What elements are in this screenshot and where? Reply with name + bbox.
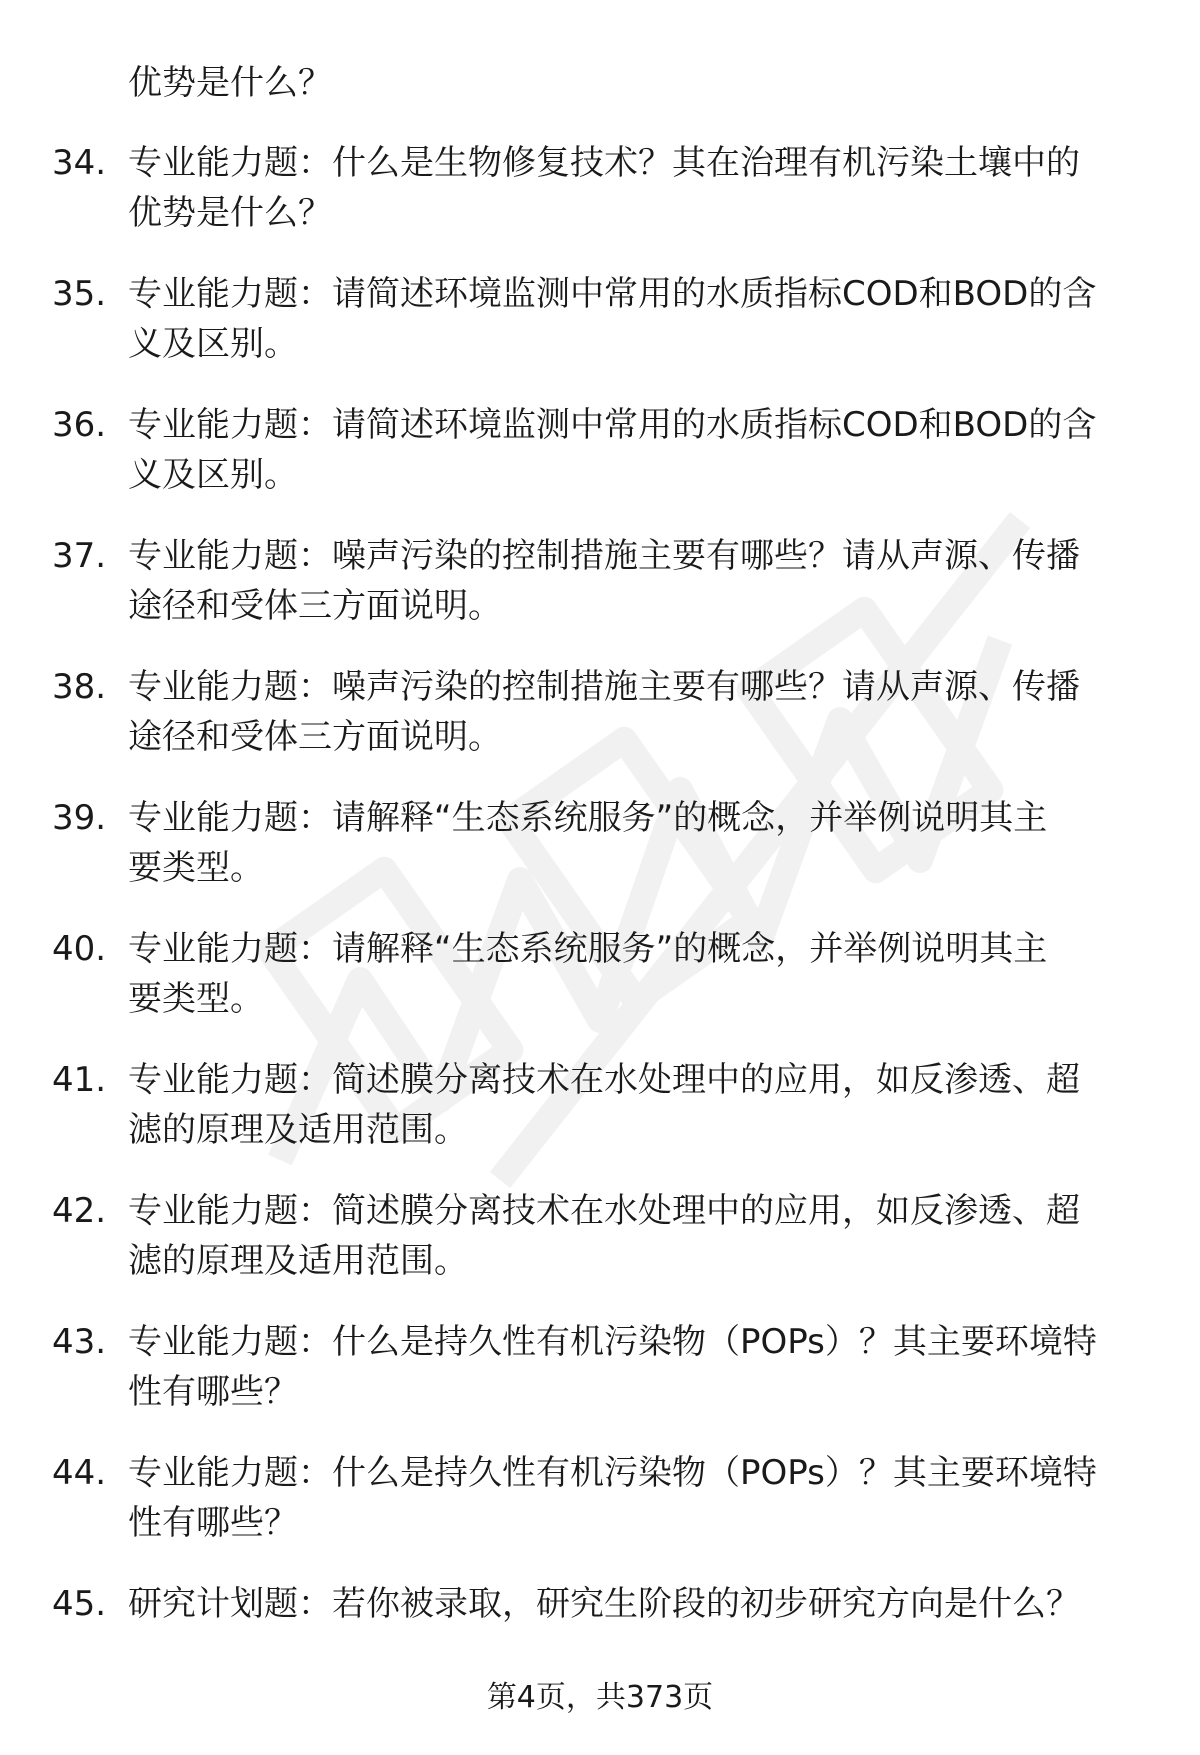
continuation-line: 优势是什么？	[128, 63, 332, 103]
question-text	[128, 662, 1148, 762]
question-line: 研究计划题：若你被录取，研究生阶段的初步研究方向是什么？	[128, 1584, 1080, 1624]
question-number: 43.	[52, 1322, 107, 1362]
question-line: 专业能力题：简述膜分离技术在水处理中的应用，如反渗透、超	[128, 1060, 1080, 1100]
question-line: 滤的原理及适用范围。	[128, 1241, 468, 1281]
question-item	[0, 1186, 1200, 1317]
question-line: 专业能力题：噪声污染的控制措施主要有哪些？请从声源、传播	[128, 536, 1080, 576]
question-line: 途径和受体三方面说明。	[128, 717, 502, 757]
question-line: 专业能力题：噪声污染的控制措施主要有哪些？请从声源、传播	[128, 667, 1080, 707]
question-text	[128, 1317, 1148, 1417]
question-line: 专业能力题：什么是生物修复技术？其在治理有机污染土壤中的	[128, 143, 1080, 183]
question-number: 42.	[52, 1191, 107, 1231]
question-text	[128, 793, 1148, 893]
question-text	[128, 924, 1148, 1024]
question-item	[0, 531, 1200, 662]
question-line: 专业能力题：简述膜分离技术在水处理中的应用，如反渗透、超	[128, 1191, 1080, 1231]
question-number: 41.	[52, 1060, 107, 1100]
question-number: 38.	[52, 667, 107, 707]
question-text	[128, 1448, 1148, 1548]
question-line: 义及区别。	[128, 324, 298, 364]
question-item	[0, 793, 1200, 924]
question-line: 义及区别。	[128, 455, 298, 495]
question-text	[128, 269, 1148, 369]
question-text	[128, 138, 1148, 238]
question-line: 滤的原理及适用范围。	[128, 1110, 468, 1150]
question-line: 专业能力题：请简述环境监测中常用的水质指标COD和BOD的含	[128, 274, 1097, 314]
question-number: 37.	[52, 536, 107, 576]
question-line: 专业能力题：请解释“生态系统服务”的概念，并举例说明其主	[128, 798, 1048, 838]
question-item	[0, 924, 1200, 1055]
question-number: 35.	[52, 274, 107, 314]
question-text	[128, 1055, 1148, 1155]
question-item	[0, 1317, 1200, 1448]
question-line: 优势是什么？	[128, 193, 332, 233]
question-text	[128, 531, 1148, 631]
question-number: 44.	[52, 1453, 107, 1493]
question-item	[0, 1055, 1200, 1186]
question-line: 要类型。	[128, 848, 264, 888]
question-number: 40.	[52, 929, 107, 969]
question-item	[0, 269, 1200, 400]
question-text	[128, 1186, 1148, 1286]
page-number-footer: 第4页，共373页	[486, 1680, 714, 1715]
question-line: 专业能力题：请解释“生态系统服务”的概念，并举例说明其主	[128, 929, 1048, 969]
question-line: 专业能力题：什么是持久性有机污染物（POPs）？其主要环境特	[128, 1322, 1097, 1362]
question-line: 性有哪些？	[128, 1503, 298, 1543]
question-line: 要类型。	[128, 979, 264, 1019]
question-item	[0, 662, 1200, 793]
question-line: 途径和受体三方面说明。	[128, 586, 502, 626]
question-item	[0, 1448, 1200, 1579]
question-number: 34.	[52, 143, 107, 183]
question-line: 专业能力题：什么是持久性有机污染物（POPs）？其主要环境特	[128, 1453, 1097, 1493]
question-number: 36.	[52, 405, 107, 445]
question-item	[0, 138, 1200, 269]
question-number: 45.	[52, 1584, 107, 1624]
question-list	[0, 138, 1200, 1710]
question-line: 性有哪些？	[128, 1372, 298, 1412]
question-text	[128, 400, 1148, 500]
question-text	[128, 1579, 1148, 1629]
question-number: 39.	[52, 798, 107, 838]
question-line: 专业能力题：请简述环境监测中常用的水质指标COD和BOD的含	[128, 405, 1097, 445]
question-item	[0, 400, 1200, 531]
